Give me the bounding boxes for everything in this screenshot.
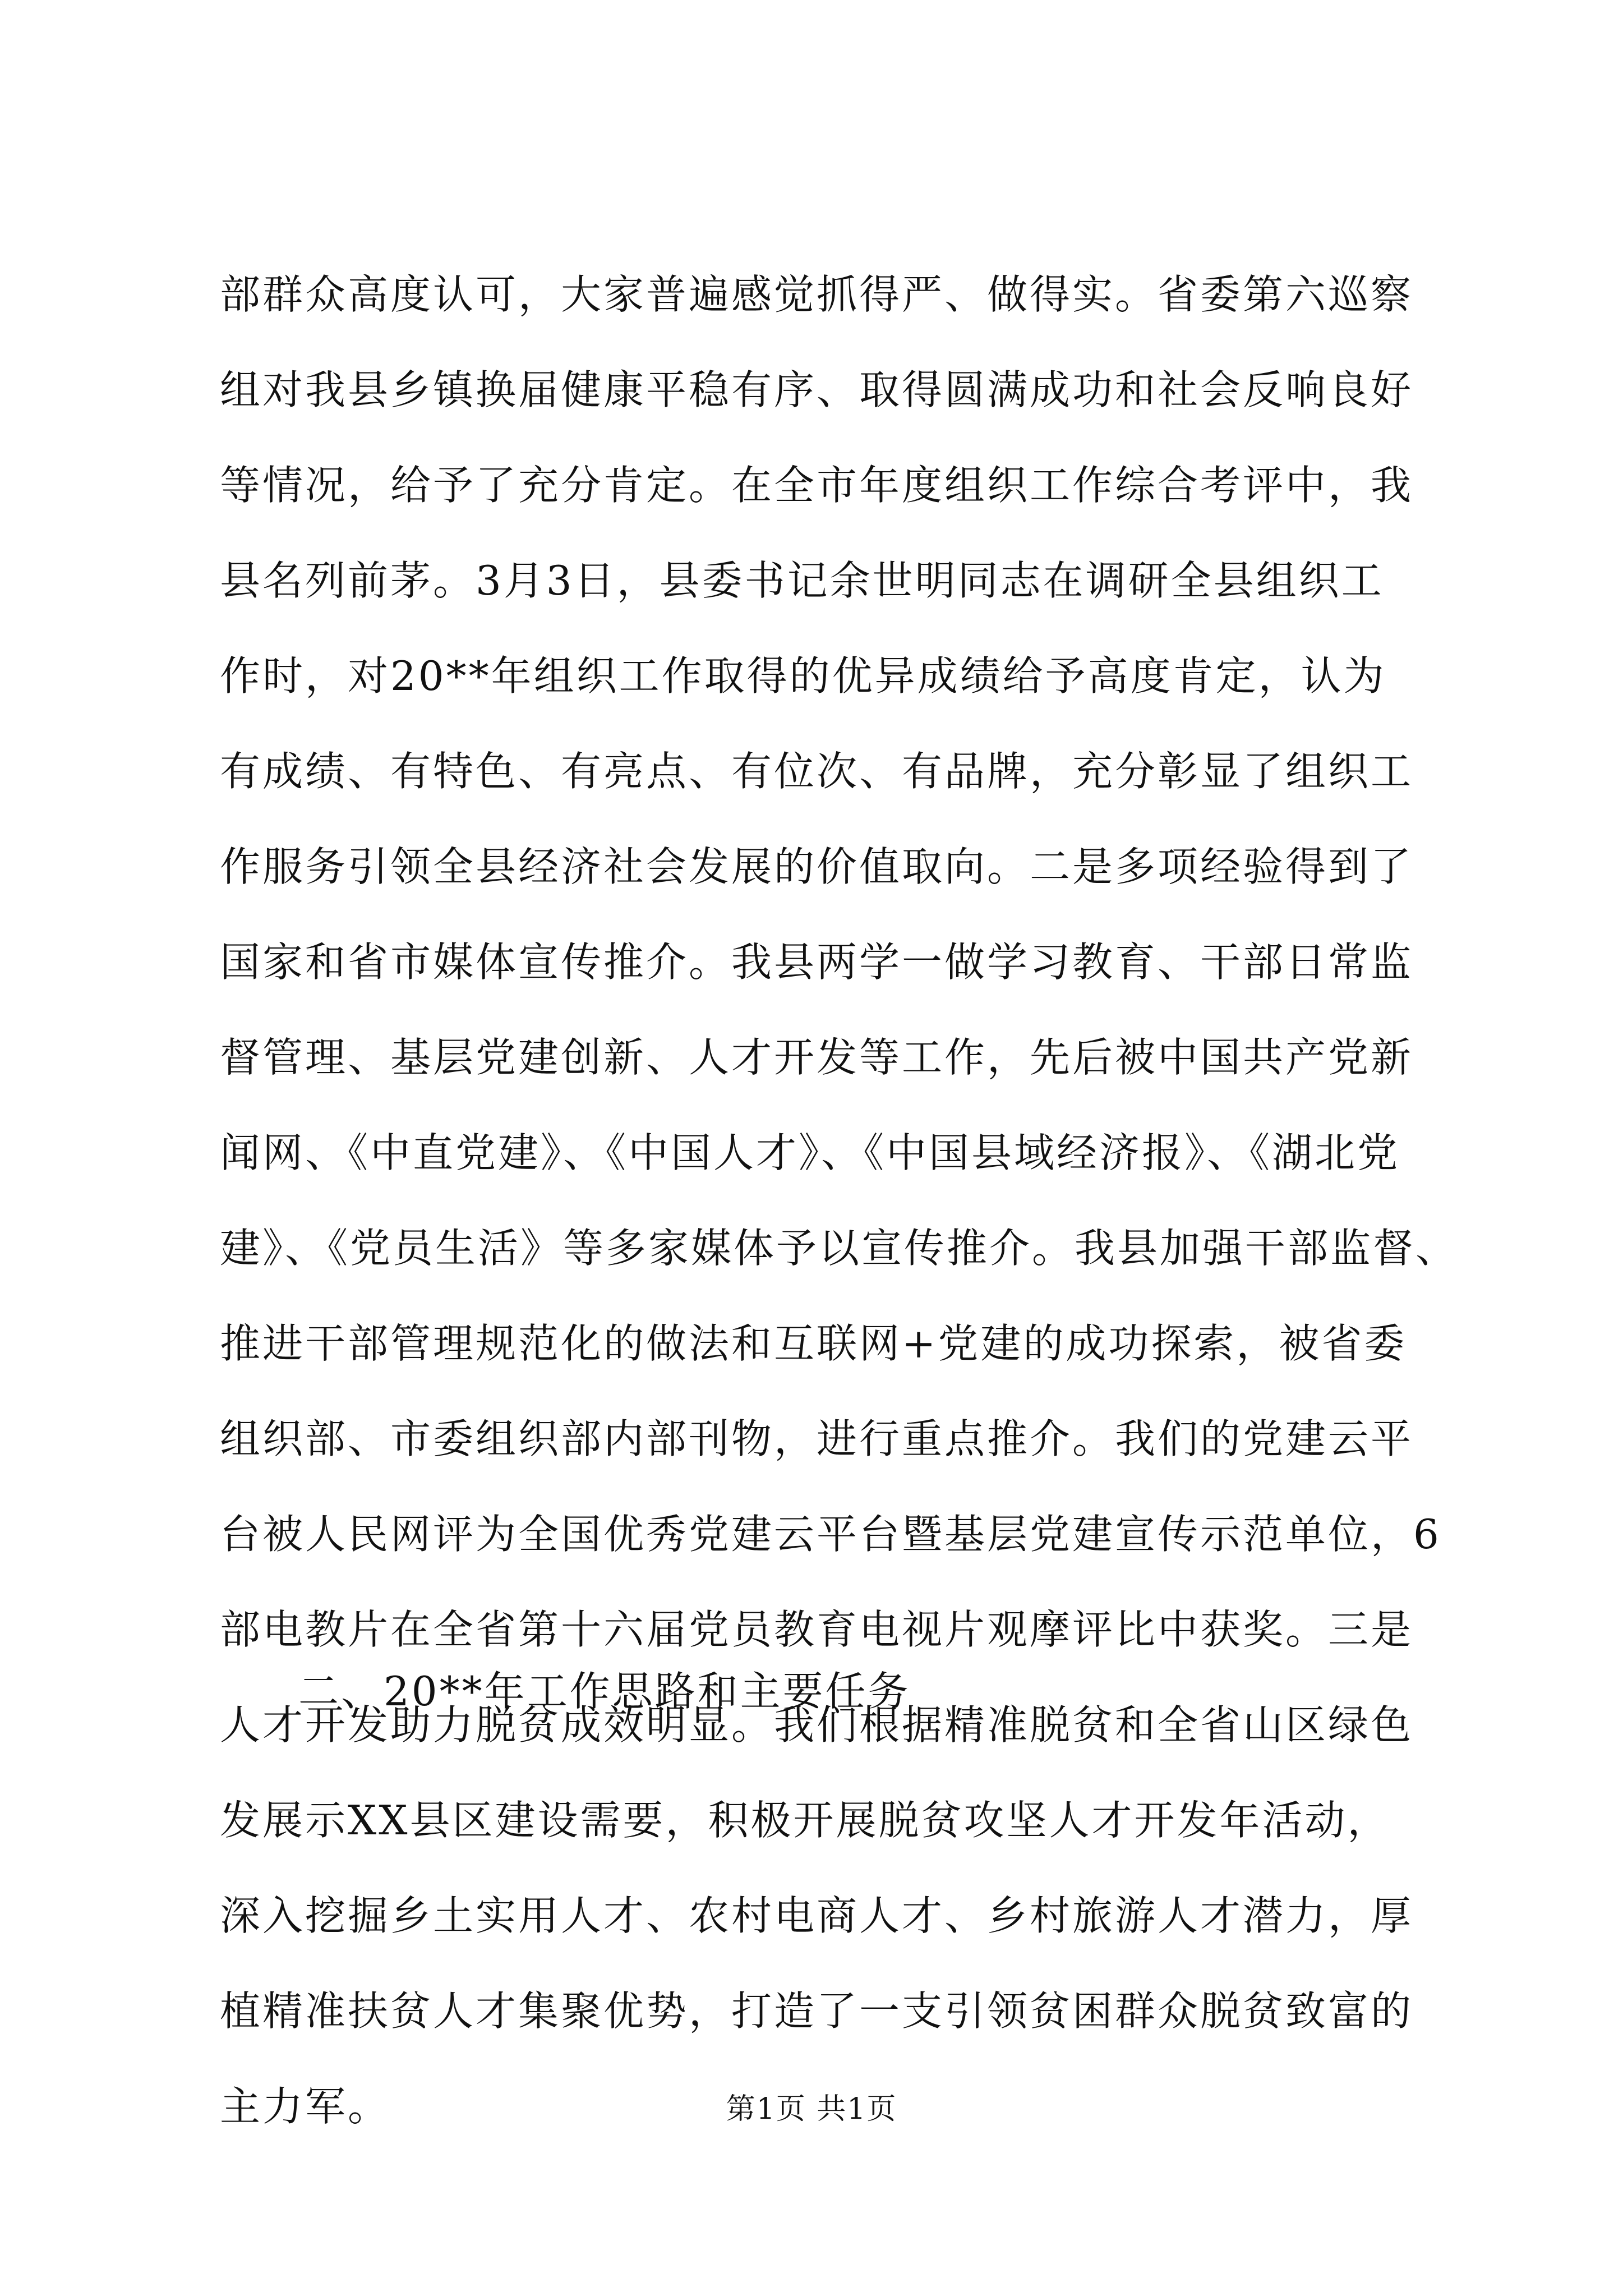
text-line: 县名列前茅。3月3日，县委书记余世明同志在调研全县组织工 — [220, 557, 1384, 604]
page-footer: 第1页 共1页 — [726, 2092, 897, 2126]
text-line: 人才开发助力脱贫成效明显。我们根据精准脱贫和全省山区绿色 — [220, 1701, 1414, 1749]
text-line: 作时，对20**年组织工作取得的优异成绩给予高度肯定，认为 — [220, 652, 1386, 700]
text-line: 台被人民网评为全国优秀党建云平台暨基层党建宣传示范单位，6 — [220, 1511, 1441, 1558]
text-line: 植精准扶贫人才集聚优势，打造了一支引领贫困群众脱贫致富的 — [220, 1987, 1414, 2035]
text-line: 推进干部管理规范化的做法和互联网+党建的成功探索，被省委 — [220, 1320, 1407, 1367]
text-line: 发展示XX县区建设需要，积极开展脱贫攻坚人才开发年活动， — [220, 1797, 1390, 1844]
text-line: 国家和省市媒体宣传推介。我县两学一做学习教育、干部日常监 — [220, 938, 1414, 986]
text-line: 闻网、《中直党建》、《中国人才》、《中国县域经济报》、《湖北党 — [220, 1129, 1400, 1176]
text-line: 主力军。 — [220, 2083, 391, 2130]
text-line: 作服务引领全县经济社会发展的价值取向。二是多项经验得到了 — [220, 843, 1414, 890]
body-paragraph — [220, 247, 1459, 2154]
section-heading: 二、20**年工作思路和主要任务 — [298, 1668, 911, 1715]
text-line: 部群众高度认可，大家普遍感觉抓得严、做得实。省委第六巡察 — [220, 271, 1414, 318]
text-line: 部电教片在全省第十六届党员教育电视片观摩评比中获奖。三是 — [220, 1606, 1414, 1653]
text-line: 组对我县乡镇换届健康平稳有序、取得圆满成功和社会反响良好 — [220, 366, 1414, 413]
text-line: 有成绩、有特色、有亮点、有位次、有品牌，充分彰显了组织工 — [220, 748, 1414, 795]
text-line: 督管理、基层党建创新、人才开发等工作，先后被中国共产党新 — [220, 1034, 1414, 1081]
text-line: 建》、《党员生活》等多家媒体予以宣传推介。我县加强干部监督、 — [220, 1225, 1459, 1272]
text-line: 深入挖掘乡土实用人才、农村电商人才、乡村旅游人才潜力，厚 — [220, 1892, 1414, 1939]
text-line: 组织部、市委组织部内部刊物，进行重点推介。我们的党建云平 — [220, 1415, 1414, 1462]
text-line: 等情况，给予了充分肯定。在全市年度组织工作综合考评中，我 — [220, 462, 1414, 509]
